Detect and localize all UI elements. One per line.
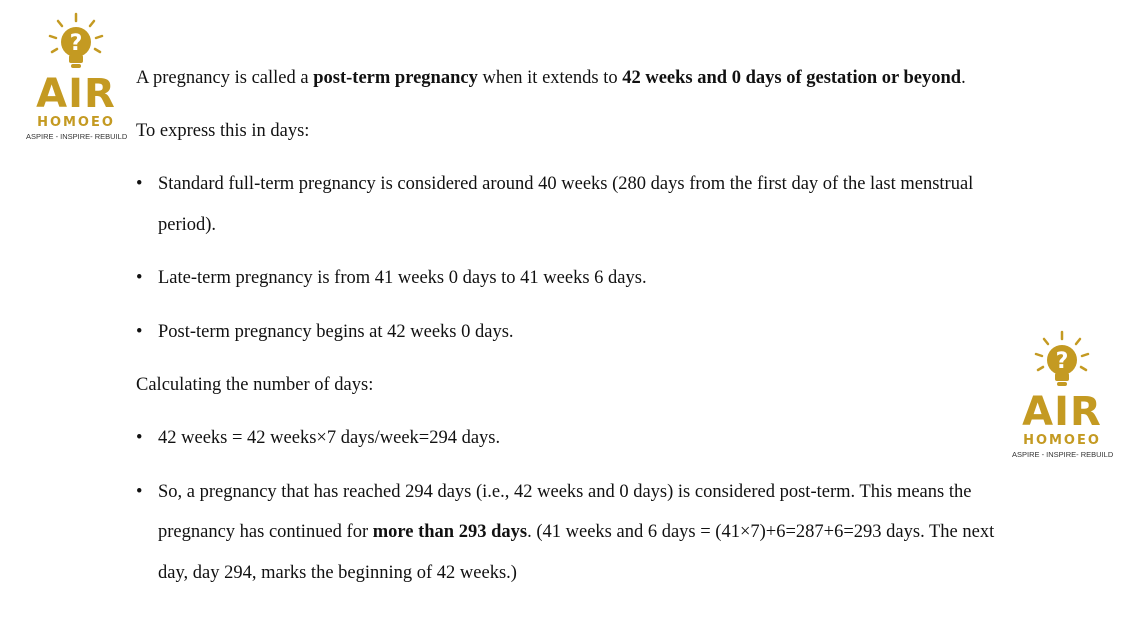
svg-text:?: ? <box>69 31 83 56</box>
intro-days-paragraph: To express this in days: <box>136 121 310 141</box>
text: . (41 weeks and 6 days = (41×7)+6=287+6=293 days. The next <box>527 522 995 542</box>
lightbulb-question-icon <box>44 12 108 76</box>
bold-days: more than 293 days <box>372 522 528 542</box>
text: pregnancy has continued for <box>158 522 373 542</box>
bold-term: post-term pregnancy <box>313 68 478 88</box>
bold-threshold: 42 weeks and 0 days of gestation or beyond <box>622 68 962 88</box>
bullet-dot: • <box>136 268 143 288</box>
air-homoeo-logo-top <box>26 12 126 141</box>
list-item-text: 42 weeks = 42 weeks×7 days/week=294 days. <box>158 428 501 448</box>
text: A pregnancy is called a <box>136 68 314 88</box>
list-item-continuation: day, day 294, marks the beginning of 42 weeks.) <box>158 563 517 583</box>
bullet-dot: • <box>136 322 143 342</box>
list-item-text: So, a pregnancy that has reached 294 days (i.e., 42 weeks and 0 days) is considered post-term. This means the <box>158 482 972 502</box>
list-item-continuation <box>158 522 994 543</box>
bullet-dot: • <box>136 174 143 194</box>
logo-brand: AIR <box>1022 389 1102 435</box>
list-item-continuation: period). <box>158 215 217 235</box>
text: . <box>961 68 966 88</box>
bullet-dot: • <box>136 482 143 502</box>
logo-sub: HOMOEO <box>37 115 115 130</box>
logo-sub: HOMOEO <box>1023 433 1101 448</box>
calculation-heading: Calculating the number of days: <box>136 375 374 395</box>
list-item-text: Late-term pregnancy is from 41 weeks 0 days to 41 weeks 6 days. <box>158 268 647 288</box>
definition-paragraph <box>136 68 966 89</box>
logo-tagline: ASPIRE - INSPIRE- REBUILD <box>26 132 128 141</box>
list-item-text: Standard full-term pregnancy is considered around 40 weeks (280 days from the first day of the last menstrual <box>158 174 974 194</box>
lightbulb-question-icon <box>1030 330 1094 394</box>
list-item-text: Post-term pregnancy begins at 42 weeks 0 days. <box>158 322 514 342</box>
logo-tagline: ASPIRE - INSPIRE- REBUILD <box>1012 450 1114 459</box>
svg-text:?: ? <box>1055 349 1069 374</box>
text: when it extends to <box>477 68 623 88</box>
logo-brand: AIR <box>36 71 116 117</box>
bullet-dot: • <box>136 428 143 448</box>
air-homoeo-logo-right <box>1012 330 1112 459</box>
